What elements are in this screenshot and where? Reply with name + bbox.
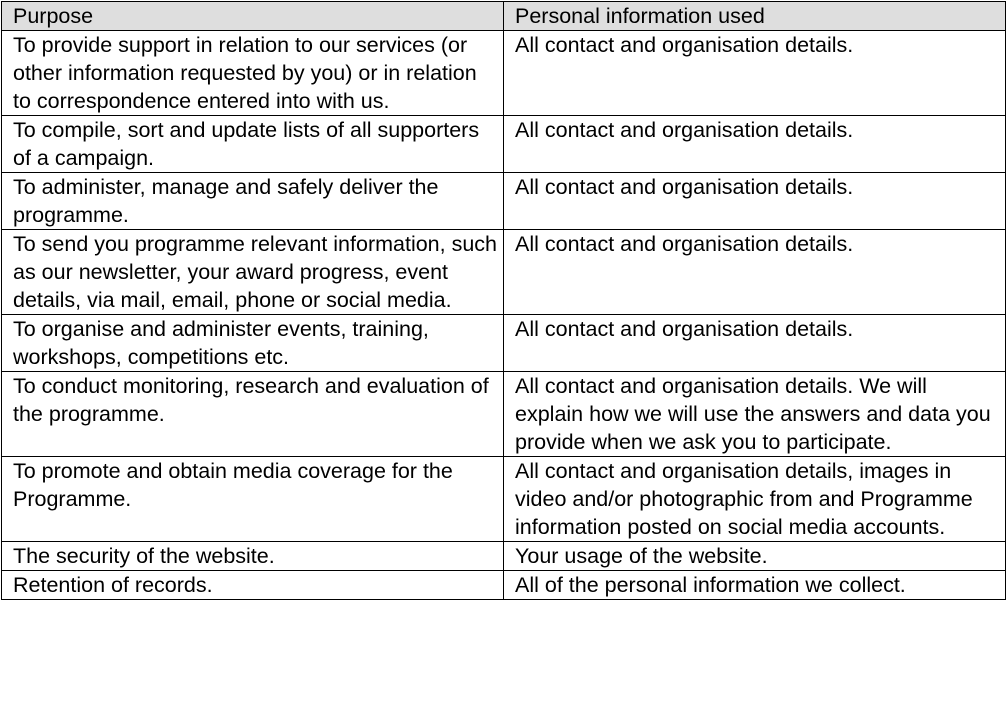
information-cell: All contact and organisation details.	[504, 173, 1006, 230]
information-cell: All contact and organisation details.	[504, 116, 1006, 173]
table-row	[2, 230, 1006, 315]
purpose-cell: To organise and administer events, training, workshops, competitions etc.	[2, 315, 504, 372]
information-cell: All contact and organisation details.	[504, 31, 1006, 116]
information-cell: All of the personal information we collect.	[504, 571, 1006, 600]
table-row	[2, 315, 1006, 372]
table-row	[2, 31, 1006, 116]
information-cell: All contact and organisation details.	[504, 230, 1006, 315]
information-cell: All contact and organisation details. We will explain how we will use the answers and data you provide when we ask you to participate.	[504, 372, 1006, 457]
purpose-cell: To send you programme relevant information, such as our newsletter, your award progress, event details, via mail, email, phone or social media.	[2, 230, 504, 315]
purpose-cell: To promote and obtain media coverage for the Programme.	[2, 457, 504, 542]
table-row	[2, 372, 1006, 457]
table-row	[2, 457, 1006, 542]
information-cell: All contact and organisation details, images in video and/or photographic from and Programme information posted on social media accounts.	[504, 457, 1006, 542]
table-row	[2, 173, 1006, 230]
table-row	[2, 542, 1006, 571]
purpose-cell: To compile, sort and update lists of all supporters of a campaign.	[2, 116, 504, 173]
column-header-personal-information: Personal information used	[504, 2, 1006, 31]
purpose-cell: To conduct monitoring, research and evaluation of the programme.	[2, 372, 504, 457]
table-header-row	[2, 2, 1006, 31]
purpose-cell: To provide support in relation to our services (or other information requested by you) or in relation to correspondence entered into with us.	[2, 31, 504, 116]
purpose-cell: Retention of records.	[2, 571, 504, 600]
table-row	[2, 571, 1006, 600]
column-header-purpose: Purpose	[2, 2, 504, 31]
purpose-cell: To administer, manage and safely deliver the programme.	[2, 173, 504, 230]
information-cell: Your usage of the website.	[504, 542, 1006, 571]
purpose-information-table	[1, 1, 1006, 600]
purpose-cell: The security of the website.	[2, 542, 504, 571]
information-cell: All contact and organisation details.	[504, 315, 1006, 372]
table-row	[2, 116, 1006, 173]
